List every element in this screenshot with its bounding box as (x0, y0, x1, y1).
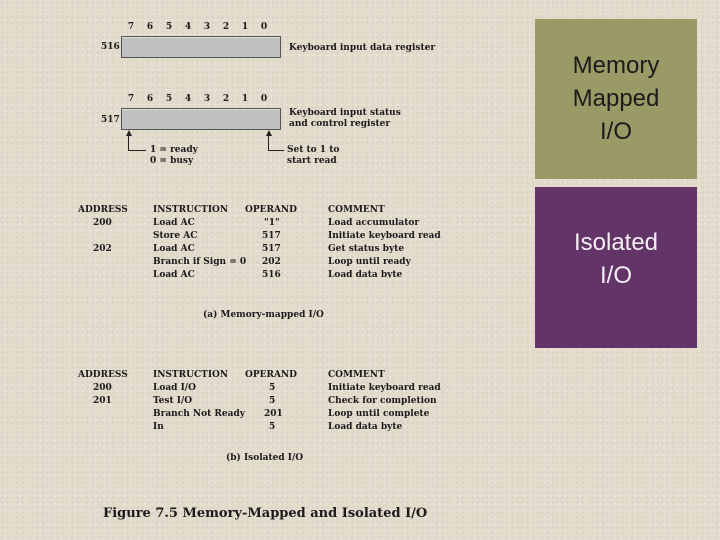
operand-header: OPERAND (245, 370, 297, 380)
comment-cell: Loop until complete (328, 409, 430, 419)
comment-cell: Initiate keyboard read (328, 231, 441, 241)
operand-cell: "1" (264, 218, 280, 228)
table-row (78, 408, 458, 421)
status-register-label (289, 108, 401, 130)
comment-cell: Check for completion (328, 396, 437, 406)
comment-cell: Load data byte (328, 422, 403, 432)
bit0-arrow-line (268, 134, 269, 151)
bit-number: 4 (184, 22, 192, 32)
address-cell: 202 (93, 244, 112, 254)
comment-header: COMMENT (328, 370, 385, 380)
bit-number: 3 (203, 22, 211, 32)
data-register-label: Keyboard input data register (289, 43, 436, 53)
comment-header: COMMENT (328, 205, 385, 215)
instruction-cell: Load I/O (153, 383, 196, 393)
bit0-note (287, 145, 339, 167)
table-row (78, 269, 458, 278)
operand-header: OPERAND (245, 205, 297, 215)
comment-cell: Initiate keyboard read (328, 383, 441, 393)
status-register-label-line1: Keyboard input status (289, 108, 401, 118)
memory-mapped-io-panel (535, 19, 697, 179)
bit-number: 7 (127, 22, 135, 32)
register-address-517: 517 (101, 115, 120, 125)
memory-mapped-panel-line: Mapped (572, 85, 660, 112)
address-header: ADDRESS (78, 370, 128, 380)
table-row (78, 256, 458, 269)
instruction-cell: In (153, 422, 164, 432)
instruction-cell: Branch Not Ready (153, 409, 245, 419)
isolated-program-table (78, 369, 458, 434)
bit7-arrow-head (126, 130, 132, 136)
memory-mapped-program-table (78, 204, 458, 278)
bit7-note (150, 145, 198, 167)
table-header-row (78, 369, 458, 382)
figure-title: Figure 7.5 Memory-Mapped and Isolated I/O (103, 506, 428, 521)
bit-number: 6 (146, 94, 154, 104)
bit7-arrow-line (128, 134, 129, 151)
operand-cell: 5 (269, 422, 276, 432)
operand-cell: 202 (262, 257, 281, 267)
table-row (78, 382, 458, 395)
bit-numbers-517 (125, 94, 280, 106)
comment-cell: Get status byte (328, 244, 405, 254)
comment-cell: Loop until ready (328, 257, 411, 267)
bit-number: 2 (222, 94, 230, 104)
isolated-io-panel (535, 187, 697, 348)
bit0-arrow-elbow (268, 150, 284, 151)
bit-number: 5 (165, 22, 173, 32)
operand-cell: 5 (269, 396, 276, 406)
bit-number: 7 (127, 94, 135, 104)
register-address-516: 516 (101, 42, 120, 52)
bit-number: 1 (241, 94, 249, 104)
table-row (78, 243, 458, 256)
bit-number: 6 (146, 22, 154, 32)
table-row (78, 230, 458, 243)
address-cell: 201 (93, 396, 112, 406)
bit0-note-line2: start read (287, 156, 337, 166)
instruction-cell: Store AC (153, 231, 198, 241)
memory-mapped-panel-line: Memory (572, 52, 660, 79)
operand-cell: 516 (262, 270, 281, 278)
table-row (78, 421, 458, 434)
bit-number: 1 (241, 22, 249, 32)
bit-number: 0 (260, 22, 268, 32)
isolated-panel-line: I/O (599, 262, 632, 289)
operand-cell: 201 (264, 409, 283, 419)
bit-number: 3 (203, 94, 211, 104)
instruction-cell: Load AC (153, 244, 195, 254)
status-register-box (121, 108, 281, 130)
bit-number: 2 (222, 22, 230, 32)
bit-number: 0 (260, 94, 268, 104)
table-row (78, 217, 458, 230)
comment-cell: Load data byte (328, 270, 403, 278)
table-header-row (78, 204, 458, 217)
status-register-label-line2: and control register (289, 119, 391, 129)
instruction-cell: Test I/O (153, 396, 193, 406)
bit0-arrow-head (266, 130, 272, 136)
table-row (78, 395, 458, 408)
instruction-cell: Load AC (153, 270, 195, 278)
comment-cell: Load accumulator (328, 218, 420, 228)
data-register-box (121, 36, 281, 58)
bit7-arrow-elbow (128, 150, 146, 151)
memory-mapped-caption: (a) Memory-mapped I/O (203, 310, 324, 320)
address-header: ADDRESS (78, 205, 128, 215)
bit0-note-line1: Set to 1 to (287, 145, 340, 155)
isolated-caption: (b) Isolated I/O (226, 453, 304, 463)
bit-number: 5 (165, 94, 173, 104)
bit7-note-line2: 0 = busy (150, 156, 194, 166)
isolated-panel-line: Isolated (573, 229, 659, 256)
instruction-cell: Branch if Sign = 0 (153, 257, 247, 267)
instruction-header: INSTRUCTION (153, 205, 229, 215)
bit-number: 4 (184, 94, 192, 104)
operand-cell: 5 (269, 383, 276, 393)
address-cell: 200 (93, 218, 112, 228)
operand-cell: 517 (262, 231, 281, 241)
address-cell: 200 (93, 383, 112, 393)
memory-mapped-panel-line: I/O (599, 118, 632, 145)
instruction-cell: Load AC (153, 218, 195, 228)
instruction-header: INSTRUCTION (153, 370, 229, 380)
bit7-note-line1: 1 = ready (150, 145, 198, 155)
bit-numbers-516 (125, 22, 280, 34)
operand-cell: 517 (262, 244, 281, 254)
